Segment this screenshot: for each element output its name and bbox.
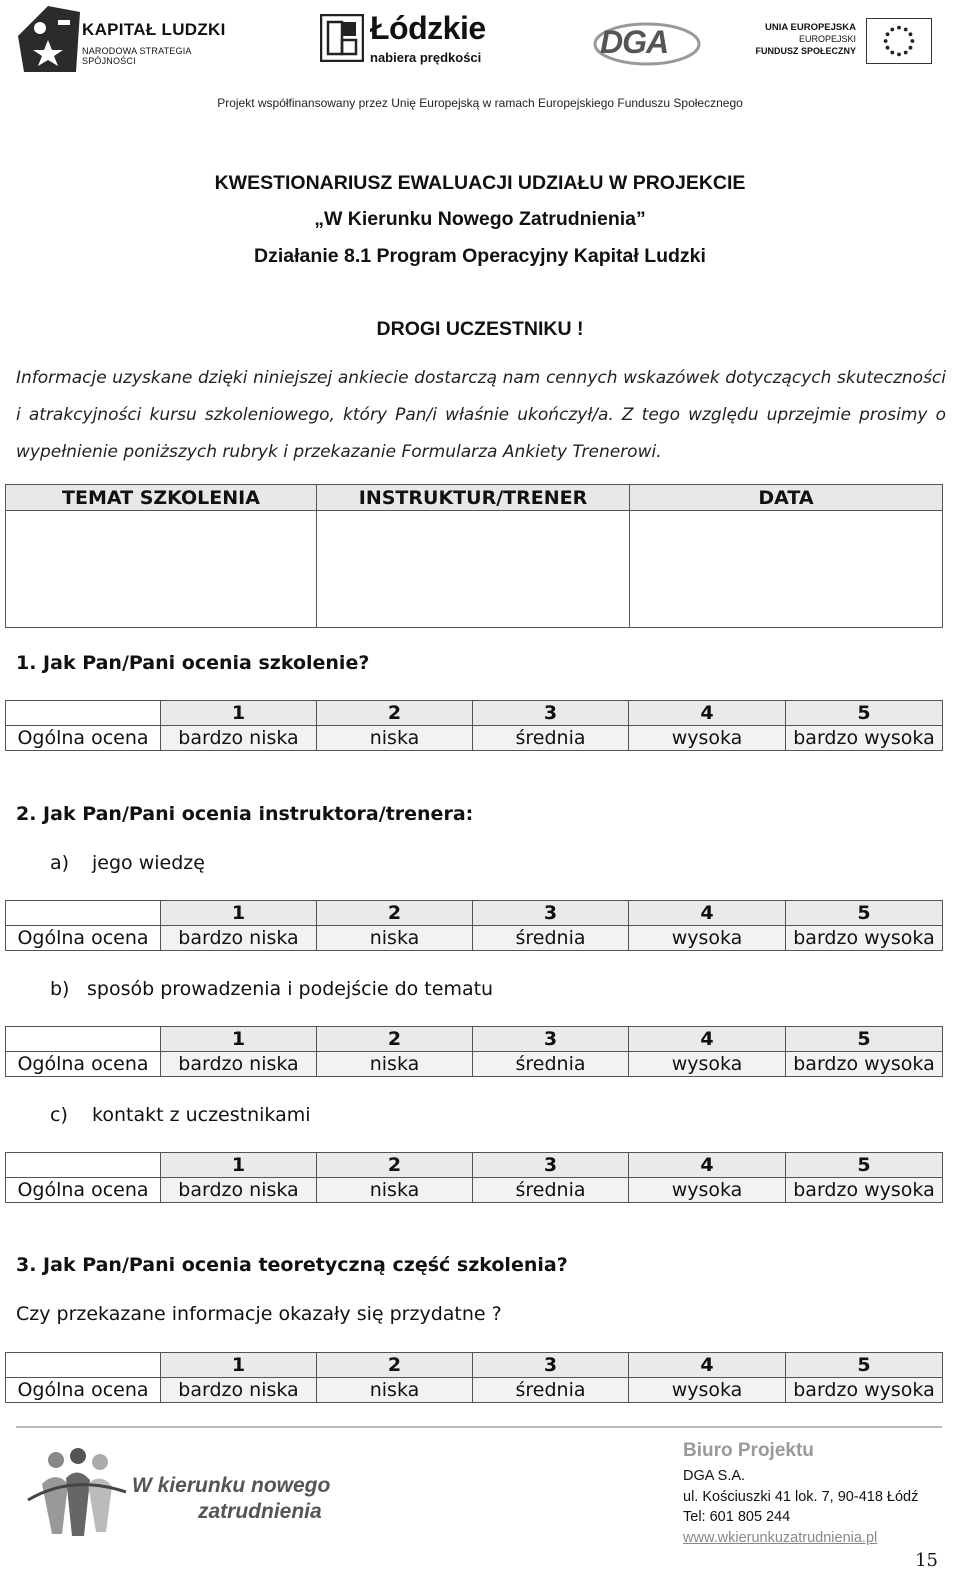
header-date: DATA [630,485,943,511]
rating-option[interactable]: bardzo wysoka [786,926,943,951]
rating-number[interactable]: 4 [629,701,786,726]
rating-option[interactable]: wysoka [629,926,786,951]
rating-row-label: Ogólna ocena [6,926,161,951]
eu-logo [755,14,942,68]
rating-option[interactable]: bardzo wysoka [786,1052,943,1077]
dga-logo [592,18,702,66]
rating-corner [6,1027,161,1052]
rating-option[interactable]: niska [317,1052,473,1077]
question-3: 3. Jak Pan/Pani ocenia teoretyczną część szkolenia? [16,1254,568,1276]
instructor-field[interactable] [317,511,630,628]
rating-option[interactable]: bardzo niska [161,1178,317,1203]
people-figures-icon [22,1444,132,1540]
footer-divider [16,1426,942,1428]
office-title: Biuro Projektu [683,1440,814,1461]
dga-wordmark: DGA [600,24,669,60]
kapital-ludzki-emblem-icon [18,6,80,72]
rating-row-label: Ogólna ocena [6,1378,161,1403]
rating-option[interactable]: bardzo niska [161,1378,317,1403]
rating-option[interactable]: niska [317,1378,473,1403]
rating-number[interactable]: 4 [629,1027,786,1052]
rating-number[interactable]: 1 [161,901,317,926]
rating-number[interactable]: 3 [473,1153,629,1178]
rating-option[interactable]: wysoka [629,1178,786,1203]
office-address: ul. Kościuszki 41 lok. 7, 90-418 Łódź [683,1488,919,1505]
header-training-topic: TEMAT SZKOLENIA [6,485,317,511]
rating-option[interactable]: bardzo wysoka [786,726,943,751]
greeting: DROGI UCZESTNIKU ! [376,318,584,340]
project-office-info [683,1440,918,1548]
rating-number[interactable]: 2 [317,1027,473,1052]
eu-title: UNIA EUROPEJSKA [765,22,856,33]
rating-table-q2b [5,1026,943,1077]
rating-corner [6,701,161,726]
rating-corner [6,1353,161,1378]
rating-number[interactable]: 2 [317,701,473,726]
question-1: 1. Jak Pan/Pani ocenia szkolenie? [16,652,370,674]
rating-number[interactable]: 1 [161,1153,317,1178]
training-topic-field[interactable] [6,511,317,628]
rating-corner [6,1153,161,1178]
rating-option[interactable]: bardzo niska [161,926,317,951]
kapital-ludzki-logo [18,6,233,74]
rating-option[interactable]: wysoka [629,1052,786,1077]
rating-option[interactable]: średnia [473,1178,629,1203]
question-2a-letter: a) [50,852,70,874]
rating-option[interactable]: średnia [473,726,629,751]
form-title: KWESTIONARIUSZ EWALUACJI UDZIAŁU W PROJEKCIE [214,172,746,194]
project-name: „W Kierunku Nowego Zatrudnienia” [314,208,646,230]
rating-number[interactable]: 3 [473,701,629,726]
rating-number[interactable]: 1 [161,1027,317,1052]
rating-number[interactable]: 4 [629,901,786,926]
page-header [0,0,960,120]
question-2b-letter: b) [50,978,70,1000]
rating-number[interactable]: 5 [786,901,943,926]
rating-number[interactable]: 5 [786,1027,943,1052]
question-2c-text: kontakt z uczestnikami [92,1104,311,1126]
rating-number[interactable]: 5 [786,1353,943,1378]
question-2a-text: jego wiedzę [92,852,205,874]
rating-number[interactable]: 4 [629,1353,786,1378]
rating-option[interactable]: średnia [473,926,629,951]
office-company: DGA S.A. [683,1468,746,1484]
rating-number[interactable]: 1 [161,1353,317,1378]
rating-option[interactable]: wysoka [629,1378,786,1403]
lodzkie-emblem-icon [320,14,364,62]
rating-table-q1 [5,700,943,751]
rating-table-q2c [5,1152,943,1203]
rating-row-label: Ogólna ocena [6,1052,161,1077]
rating-option[interactable]: bardzo niska [161,726,317,751]
kapital-ludzki-title: KAPITAŁ LUDZKI [82,20,226,39]
rating-option[interactable]: wysoka [629,726,786,751]
rating-number[interactable]: 2 [317,1353,473,1378]
intro-paragraph: Informacje uzyskane dzięki niniejszej ankiecie dostarczą nam cennych wskazówek dotyczących skuteczności i atrakcyjności kursu szkoleniowego, który Pan/i właśnie ukończył/a. Z tego względu uprzejmie prosimy o wypełnienie poniższych rubryk i przekazanie Formularza Ankiety Trenerowi. [16,368,946,462]
rating-row-label: Ogólna ocena [6,1178,161,1203]
rating-table-q2a [5,900,943,951]
rating-option[interactable]: bardzo wysoka [786,1378,943,1403]
eu-fund-line1: EUROPEJSKI [798,34,856,44]
question-2c-letter: c) [50,1104,68,1126]
rating-corner [6,901,161,926]
date-field[interactable] [630,511,943,628]
rating-option[interactable]: niska [317,726,473,751]
office-website-link[interactable]: www.wkierunkuzatrudnienia.pl [683,1529,878,1546]
question-3-subquestion: Czy przekazane informacje okazały się przydatne ? [16,1303,502,1325]
header-instructor: INSTRUKTUR/TRENER [317,485,630,511]
kapital-ludzki-subtitle: NARODOWA STRATEGIA SPÓJNOŚCI [82,46,192,66]
rating-number[interactable]: 3 [473,1353,629,1378]
rating-number[interactable]: 4 [629,1153,786,1178]
office-phone: Tel: 601 805 244 [683,1509,791,1525]
rating-option[interactable]: niska [317,1178,473,1203]
rating-number[interactable]: 5 [786,701,943,726]
project-logo-line2: zatrudnienia [198,1500,322,1523]
rating-number[interactable]: 2 [317,1153,473,1178]
rating-option[interactable]: średnia [473,1378,629,1403]
rating-number[interactable]: 1 [161,701,317,726]
rating-number[interactable]: 2 [317,901,473,926]
lodzkie-logo [320,8,520,70]
question-2b-text: sposób prowadzenia i podejście do tematu [87,978,494,1000]
rating-number[interactable]: 5 [786,1153,943,1178]
question-2: 2. Jak Pan/Pani ocenia instruktora/trenera: [16,803,474,825]
eu-fund-line2: FUNDUSZ SPOŁECZNY [755,46,856,56]
rating-option[interactable]: bardzo wysoka [786,1178,943,1203]
program-line: Działanie 8.1 Program Operacyjny Kapitał Ludzki [254,245,706,267]
lodzkie-slogan: nabiera prędkości [370,50,482,65]
rating-row-label: Ogólna ocena [6,726,161,751]
project-logo-line1: W kierunku nowego [132,1474,331,1497]
eu-flag-icon [866,18,932,64]
rating-option[interactable]: bardzo niska [161,1052,317,1077]
page-number: 15 [915,1550,938,1571]
lodzkie-title: Łódzkie [370,10,486,46]
rating-option[interactable]: średnia [473,1052,629,1077]
rating-table-q3 [5,1352,943,1403]
training-info-table [5,484,943,628]
cofinancing-note: Projekt współfinansowany przez Unię Europejską w ramach Europejskiego Funduszu Społecznego [217,96,743,110]
project-logo [22,1444,342,1540]
rating-number[interactable]: 3 [473,1027,629,1052]
rating-number[interactable]: 3 [473,901,629,926]
rating-option[interactable]: niska [317,926,473,951]
